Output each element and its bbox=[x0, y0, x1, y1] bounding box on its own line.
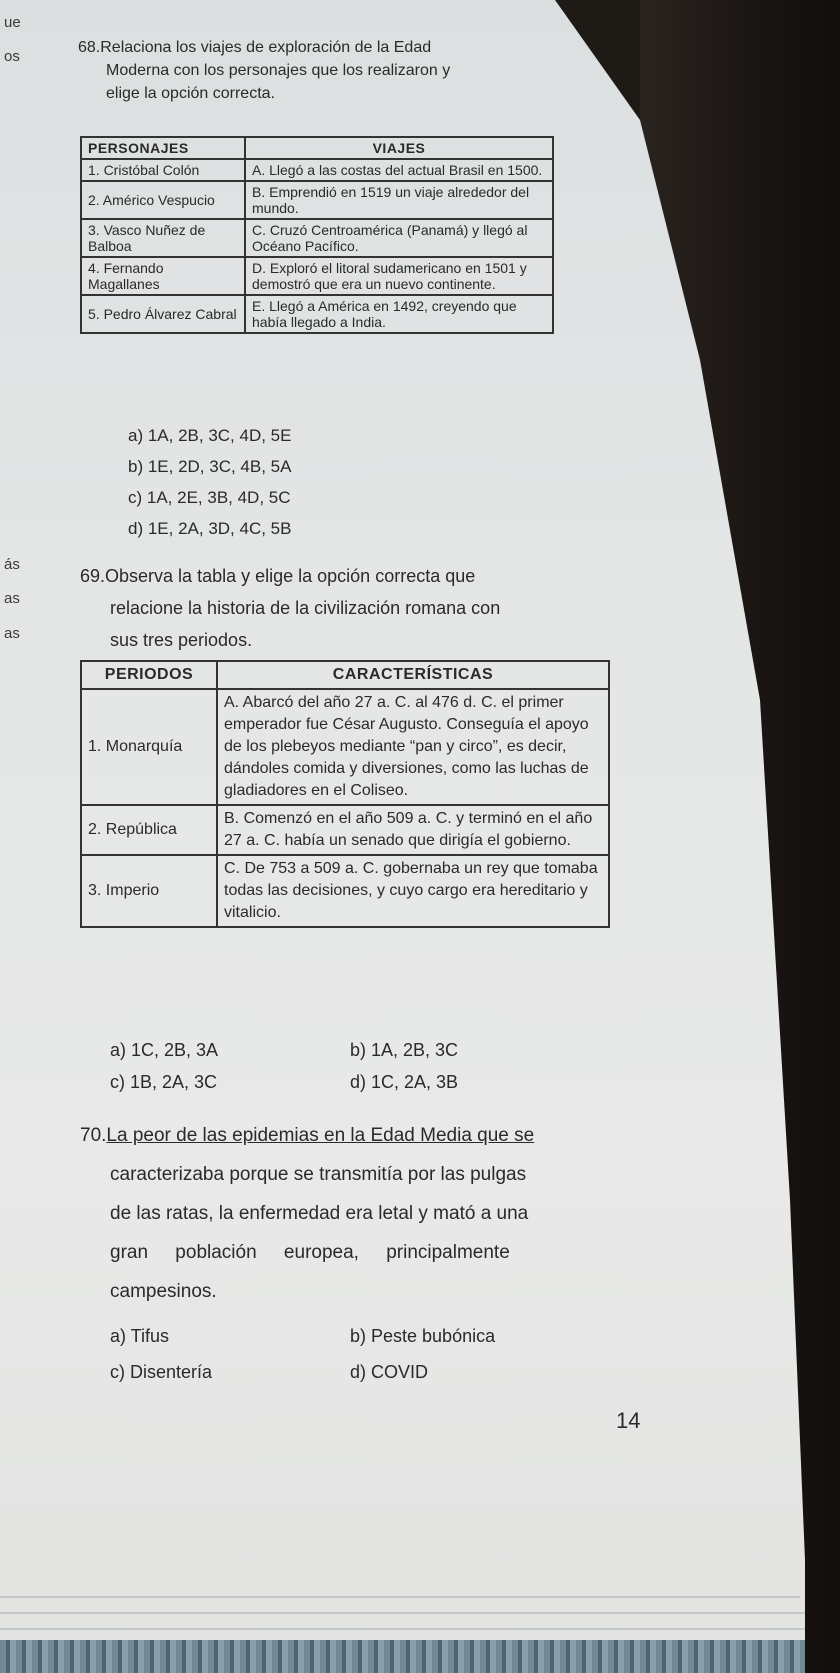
table-cell: B. Emprendió en 1519 un viaje alrededor del mundo. bbox=[245, 181, 553, 219]
page-bottom-strip bbox=[0, 1640, 805, 1673]
option-b[interactable]: b) 1E, 2D, 3C, 4B, 5A bbox=[128, 457, 292, 476]
option-c[interactable]: c) 1B, 2A, 3C bbox=[110, 1072, 218, 1092]
option-a[interactable]: a) 1C, 2B, 3A bbox=[110, 1040, 219, 1060]
option-d[interactable]: d) 1C, 2A, 3B bbox=[350, 1072, 459, 1092]
option-c[interactable]: c) Disentería bbox=[110, 1362, 213, 1382]
table-row bbox=[81, 689, 609, 805]
prompt-line: campesinos. bbox=[110, 1281, 217, 1302]
option-b[interactable]: b) Peste bubónica bbox=[350, 1326, 496, 1346]
table-cell: 4. Fernando Magallanes bbox=[81, 257, 245, 295]
table-header: PERSONAJES bbox=[81, 137, 245, 159]
table-cell: 5. Pedro Álvarez Cabral bbox=[81, 295, 245, 333]
question-number: 70. bbox=[80, 1125, 107, 1146]
explorers-table bbox=[80, 136, 554, 334]
margin-fragment: ue bbox=[4, 14, 21, 31]
margin-fragment: as bbox=[4, 625, 20, 642]
prompt-line: elige la opción correcta. bbox=[106, 85, 275, 102]
margin-fragment: ás bbox=[4, 556, 20, 573]
page-edge-line bbox=[0, 1612, 805, 1614]
prompt-line: sus tres periodos. bbox=[110, 630, 253, 650]
prompt-line: relacione la historia de la civilización romana con bbox=[110, 598, 501, 618]
question-68-prompt bbox=[78, 36, 578, 105]
option-c[interactable]: c) 1A, 2E, 3B, 4D, 5C bbox=[128, 488, 291, 507]
option-a[interactable]: a) 1A, 2B, 3C, 4D, 5E bbox=[128, 426, 292, 445]
table-cell: A. Abarcó del año 27 a. C. al 476 d. C. el primer emperador fue César Augusto. Conseguía el apoyo de los plebeyos mediante “pan y circo”, es decir, dándoles comida y diversiones, como las luchas de gladiadores en el Coliseo. bbox=[217, 689, 609, 805]
prompt-line: Moderna con los personajes que los realizaron y bbox=[106, 62, 451, 79]
table-cell: C. De 753 a 509 a. C. gobernaba un rey que tomaba todas las decisiones, y cuyo cargo era hereditario y vitalicio. bbox=[217, 855, 609, 927]
table-cell: E. Llegó a América en 1492, creyendo que había llegado a India. bbox=[245, 295, 553, 333]
table-row bbox=[81, 181, 553, 219]
table-row bbox=[81, 295, 553, 333]
question-70-prompt bbox=[80, 1116, 610, 1311]
question-number: 69. bbox=[80, 566, 106, 586]
table-cell: D. Exploró el litoral sudamericano en 1501 y demostró que era un nuevo continente. bbox=[245, 257, 553, 295]
prompt-line: Relaciona los viajes de exploración de la Edad bbox=[100, 39, 432, 56]
option-a[interactable]: a) Tifus bbox=[110, 1326, 170, 1346]
question-69-prompt bbox=[80, 560, 600, 656]
table-cell: A. Llegó a las costas del actual Brasil en 1500. bbox=[245, 159, 553, 181]
prompt-line: Observa la tabla y elige la opción correcta que bbox=[105, 566, 476, 586]
table-cell: 2. República bbox=[81, 805, 217, 855]
prompt-line: La peor de las epidemias en la Edad Media que se bbox=[106, 1125, 535, 1146]
table-cell: 3. Vasco Nuñez de Balboa bbox=[81, 219, 245, 257]
option-d[interactable]: d) 1E, 2A, 3D, 4C, 5B bbox=[128, 519, 292, 538]
table-cell: 3. Imperio bbox=[81, 855, 217, 927]
page-edge-line bbox=[0, 1628, 805, 1630]
table-row bbox=[81, 219, 553, 257]
margin-fragment: as bbox=[4, 590, 20, 607]
table-row bbox=[81, 805, 609, 855]
margin-fragment: os bbox=[4, 48, 20, 65]
table-cell: C. Cruzó Centroamérica (Panamá) y llegó al Océano Pacífico. bbox=[245, 219, 553, 257]
table-row bbox=[81, 257, 553, 295]
table-cell: 1. Cristóbal Colón bbox=[81, 159, 245, 181]
question-number: 68. bbox=[78, 39, 101, 56]
table-header: CARACTERÍSTICAS bbox=[217, 661, 609, 689]
table-cell: 1. Monarquía bbox=[81, 689, 217, 805]
table-cell: 2. Américo Vespucio bbox=[81, 181, 245, 219]
table-header: VIAJES bbox=[245, 137, 553, 159]
table-row bbox=[81, 855, 609, 927]
option-d[interactable]: d) COVID bbox=[350, 1362, 429, 1382]
prompt-line: gran población europea, principalmente bbox=[110, 1242, 510, 1263]
option-b[interactable]: b) 1A, 2B, 3C bbox=[350, 1040, 459, 1060]
rome-periods-table bbox=[80, 660, 610, 928]
page-number: 14 bbox=[616, 1408, 641, 1433]
table-row bbox=[81, 159, 553, 181]
prompt-line: caracterizaba porque se transmitía por las pulgas bbox=[110, 1164, 527, 1185]
page-edge-line bbox=[0, 1596, 800, 1598]
prompt-line: de las ratas, la enfermedad era letal y mató a una bbox=[110, 1203, 529, 1224]
table-cell: B. Comenzó en el año 509 a. C. y terminó en el año 27 a. C. había un senado que dirigía el gobierno. bbox=[217, 805, 609, 855]
table-header: PERIODOS bbox=[81, 661, 217, 689]
